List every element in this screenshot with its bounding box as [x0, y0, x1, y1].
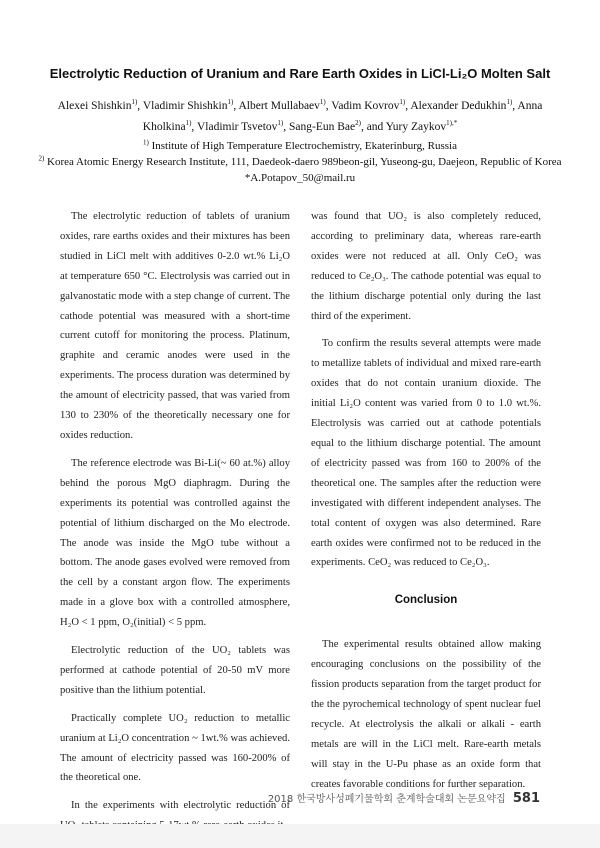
footer-proceedings: 2018 한국방사성폐기물학회 춘계학술대회 논문요약집: [267, 794, 506, 805]
author: Vladimir Shishkin$^{1)}$: [142, 98, 234, 112]
paragraph: was found that UO₂ is also completely reduced, according to preliminary data, whereas rare-earth oxides were not reduced at all. Only CeO₂ was reduced to Ce₂O₃. The cathode potential was equal to the lithium discharge potential only during the last third of the experiment.: [311, 211, 541, 322]
author: Albert Mullabaev$^{1)}$: [238, 98, 326, 112]
paragraph: Electrolytic reduction of the UO₂ tablets was performed at cathode potential of 20-50 mV more positive than the lithium potential.: [60, 645, 290, 696]
paragraph: To confirm the results several attempts were made to metallize tablets of individual and mixed rare-earth oxides that do not contain uranium dioxide. The initial Li₂O content was varied from 0 to 1.0 wt.%. Electrolysis was carried out at cathode potentials equal to the lithium discharge potential. The amount of electricity passed was from 160 to 200% of the theoretical one. The samples after the reduction were investigated with different independent analyses. The total content of oxygen was also determined. Rare earth oxides were confirmed not to be reduced in the experiments. CeO₂ was reduced to Ce₂O₃.: [311, 338, 541, 569]
left-column: [60, 207, 290, 844]
author: Anna Kholkina$^{1)}$: [142, 100, 543, 133]
author: Alexander Dedukhin$^{1)}$: [410, 98, 513, 112]
affiliation-1: $^{1)}$ Institute of High Temperature Electrochemistry, Ekaterinburg, Russia: [142, 138, 457, 152]
footer-band: [0, 824, 600, 848]
page-footer: [268, 790, 540, 806]
conclusion-heading: Conclusion: [394, 594, 458, 607]
author-list: Alexei Shishkin$^{1)}$, Vladimir Shishkin$^{1)}$, Albert Mullabaev$^{1)}$, Vadim Kovrov$^{1)}$, Alexander Dedukhin$^{1)}$, Anna Kholkina$^{1)}$, Vladimir Tsvetov$^{1)}$, Sang-Eun Bae$^{2)}$, and Yury Zaykov$^{1),*}$: [57, 98, 543, 133]
author: Yury Zaykov$^{1),*}$: [385, 119, 458, 133]
paragraph: In the experiments with electrolytic reduction of: [71, 800, 290, 812]
right-column: [311, 207, 541, 802]
affiliation-2: $^{2)}$ Korea Atomic Energy Research Institute, 111, Daedeok-daero 989beon-gil, Yuseong-gu, Daejeon, Republic of Korea: [38, 154, 562, 168]
author: Sang-Eun Bae$^{2)}$: [289, 119, 361, 133]
paragraph: The electrolytic reduction of tablets of uranium oxides, rare earths oxides and their mixtures has been studied in LiCl melt with additives 0-2.0 wt.% Li₂O at temperature 650 °C. Electrolysis was carried out in galvanostatic mode with a step change of current. The cathode potential was measured with a short-time current cutoff for monitoring the process. Platinum, graphite and ceramic anodes were used in the experiments. The process duration was determined by the amount of electricity passed, that was varied from 130 to 230% of the theoretically necessary one for oxides reduction.: [60, 211, 290, 441]
corresponding-email: *A.Potapov_50@mail.ru: [244, 172, 356, 184]
paragraph: The reference electrode was Bi-Li(~ 60 at.%) alloy behind the porous MgO diaphragm. During the experiments its potential was controlled against the potential of lithium discharged on the Mo electrode. The anode was inside the MgO tube without a bottom. The anode gases evolved were removed from the cell by a constant argon flow. The experiments made in a glove box with a controlled atmosphere, H₂O < 1 ppm, O₂(initial) < 5 ppm.: [60, 457, 290, 629]
author: Vadim Kovrov$^{1)}$: [331, 98, 406, 112]
paragraph: Practically complete UO₂ reduction to metallic uranium at Li₂O concentration ~ 1wt.% was achieved. The amount of electricity passed was 160-200% of the theoretical one.: [60, 712, 290, 784]
paper-title: Electrolytic Reduction of Uranium and Rare Earth Oxides in LiCl-Li₂O Molten Salt: [49, 66, 551, 81]
conclusion-paragraph: The experimental results obtained allow making encouraging conclusions on the possibility of the fission products separation from the target product for the the pyrochemical technology of spent nuclear fuel recycle. At electrolysis the alkali or alkali - earth metals are will in the LiCl melt. Rare-earth metals will stay in the U-Pu phase as an oxide form that creates favorable conditions for further separation.: [311, 639, 541, 790]
author: Alexei Shishkin$^{1)}$: [57, 98, 138, 112]
page-number: 581: [512, 791, 540, 806]
author: Vladimir Tsvetov$^{1)}$: [196, 119, 284, 133]
